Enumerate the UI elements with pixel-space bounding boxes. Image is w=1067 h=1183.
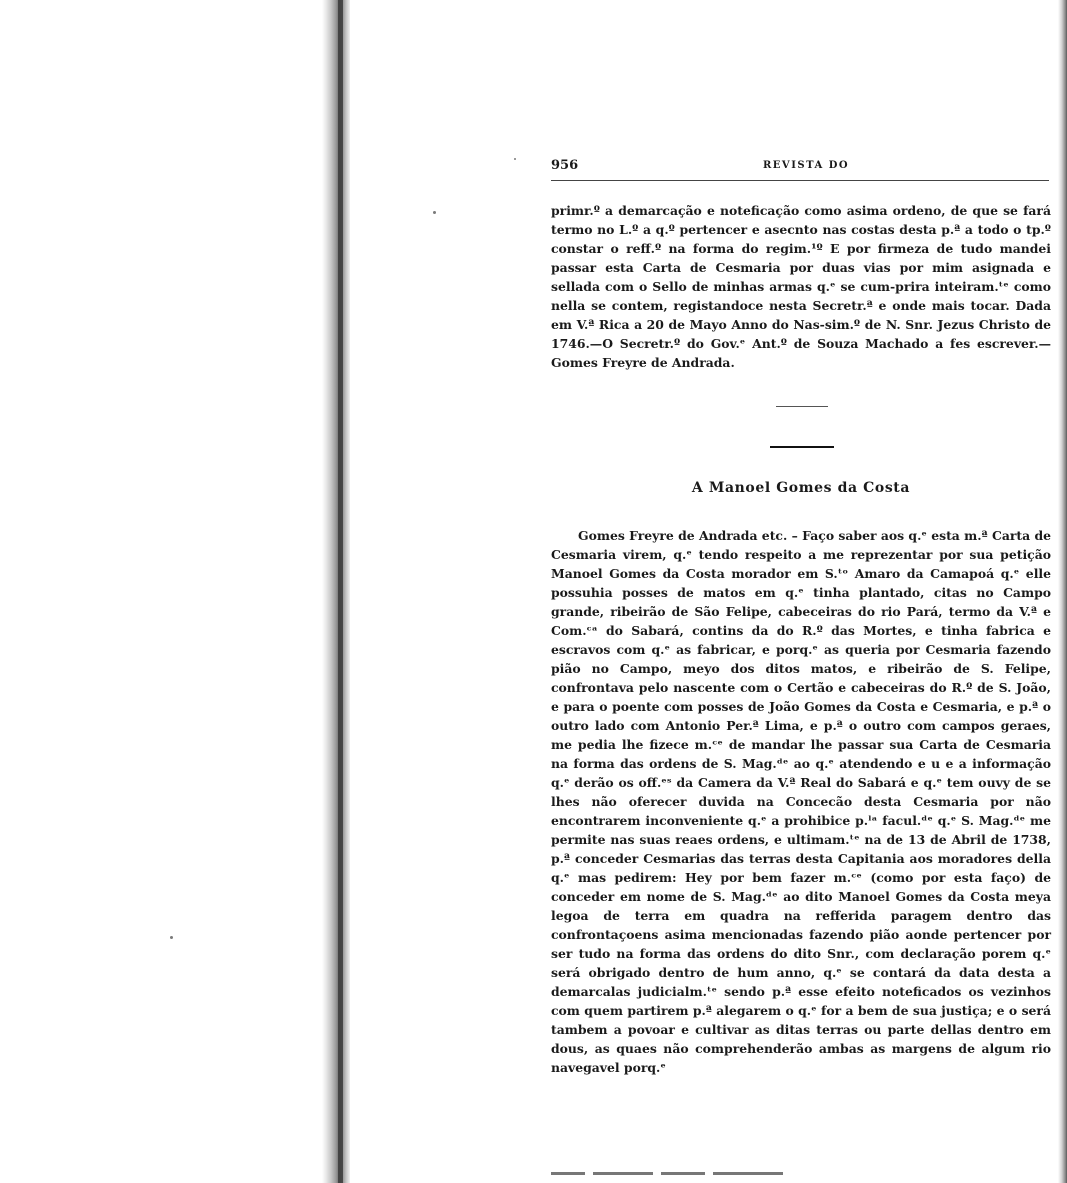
cut-off-line — [551, 1172, 791, 1183]
paragraph-continuation — [551, 201, 1051, 372]
book-gutter — [322, 0, 350, 1183]
running-head: REVISTA DO — [763, 160, 850, 171]
section-rule — [770, 446, 834, 448]
scan-speck — [514, 158, 516, 160]
binding-shadow — [338, 0, 343, 1183]
scan-speck — [433, 211, 436, 214]
paragraph-text: Gomes Freyre de Andrada etc. – Faço saber aos q.ᵉ esta m.ª Carta de Cesmaria virem, q.ᵉ tendo respeito a me reprezentar por sua petição Manoel Gomes da Costa morador em S.ᵗᵒ Amaro da Camapoá q.ᵉ elle possuhia posses de matos em q.ᵉ tinha plantado, citas no Campo grande, ribeirão de São Felipe, cabeceiras do rio Pará, termo da V.ª e Com.ᶜᵃ do Sabará, contins da do R.º das Mortes, e tinha fabrica e escravos com q.ᵉ as fabricar, e porq.ᵉ as queria por Cesmaria fazendo pião no Campo, meyo dos ditos matos, e ribeirão de S. Felipe, confrontava pelo nascente com o Certão e cabeceiras do R.º de S. João, e para o poente com posses de João Gomes da Costa e Cesmaria, e p.ª o outro lado com Antonio Per.ª Lima, e p.ª o outro com campos geraes, me pedia lhe fizece m.ᶜᵉ de mandar lhe passar sua Carta de Cesmaria na forma das ordens de S. Mag.ᵈᵉ ao q.ᵉ atendendo e u e a informação q.ᵉ derão os off.ᵉˢ da Camera da V.ª Real do Sabará e q.ᵉ tem ouvy de se lhes não oferecer duvida na Concecão desta Cesmaria por não encontrarem inconveniente q.ᵉ a prohibice p.ˡᵃ facul.ᵈᵉ q.ᵉ S. Mag.ᵈᵉ me permite nas suas reaes ordens, e ultimam.ᵗᵉ na de 13 de Abril de 1738, p.ª conceder Cesmarias das terras desta Capitania aos moradores della q.ᵉ mas pedirem: Hey por bem fazer m.ᶜᵉ (como por esta faço) de conceder em nome de S. Mag.ᵈᵉ ao dito Manoel Gomes da Costa meya legoa de terra em quadra na refferida paragem dentro das confrontaçoens asima mencionadas fazendo pião aonde pertencer por ser tudo na forma das ordens do dito Snr., com declaração porem q.ᵉ será obrigado dentro de hum anno, q.ᵉ se contará da data desta a demarcalas judicialm.ᵗᵉ sendo p.ª esse efeito noteficados os vezinhos com quem partirem p.ª alegarem o q.ᵉ for a bem de sua justiça; e o será tambem a povoar e cultivar as ditas terras ou parte dellas dentro em dous, as quaes não comprehenderão ambas as margens de algum rio navegavel porq.ᵉ — [551, 528, 1051, 1075]
separator-rule — [776, 406, 828, 407]
section-title: A Manoel Gomes da Costa — [691, 480, 911, 496]
page-header — [551, 158, 1049, 181]
page-edge — [1058, 0, 1067, 1183]
paragraph-text: primr.º a demarcação e noteficação como asima ordeno, de que se fará termo no L.º a q.º pertencer e asecnto nas costas desta p.ª a todo o tp.º constar o reff.º na forma do regim.¹º E por firmeza de tudo mandei passar esta Carta de Cesmaria por duas vias por mim asignada e sellada com o Sello de minhas armas q.ᵉ se cum-prira inteiram.ᵗᵉ como nella se contem, registandoce nesta Secretr.ª e onde mais tocar. Dada em V.ª Rica a 20 de Mayo Anno do Nas-sim.º de N. Snr. Jezus Christo de 1746.—O Secretr.º do Gov.ᵉ Ant.º de Souza Machado a fes escrever.—Gomes Freyre de Andrada. — [551, 203, 1051, 370]
scan-speck — [170, 936, 173, 939]
paragraph-body — [551, 526, 1051, 1077]
page-number: 956 — [551, 158, 579, 173]
